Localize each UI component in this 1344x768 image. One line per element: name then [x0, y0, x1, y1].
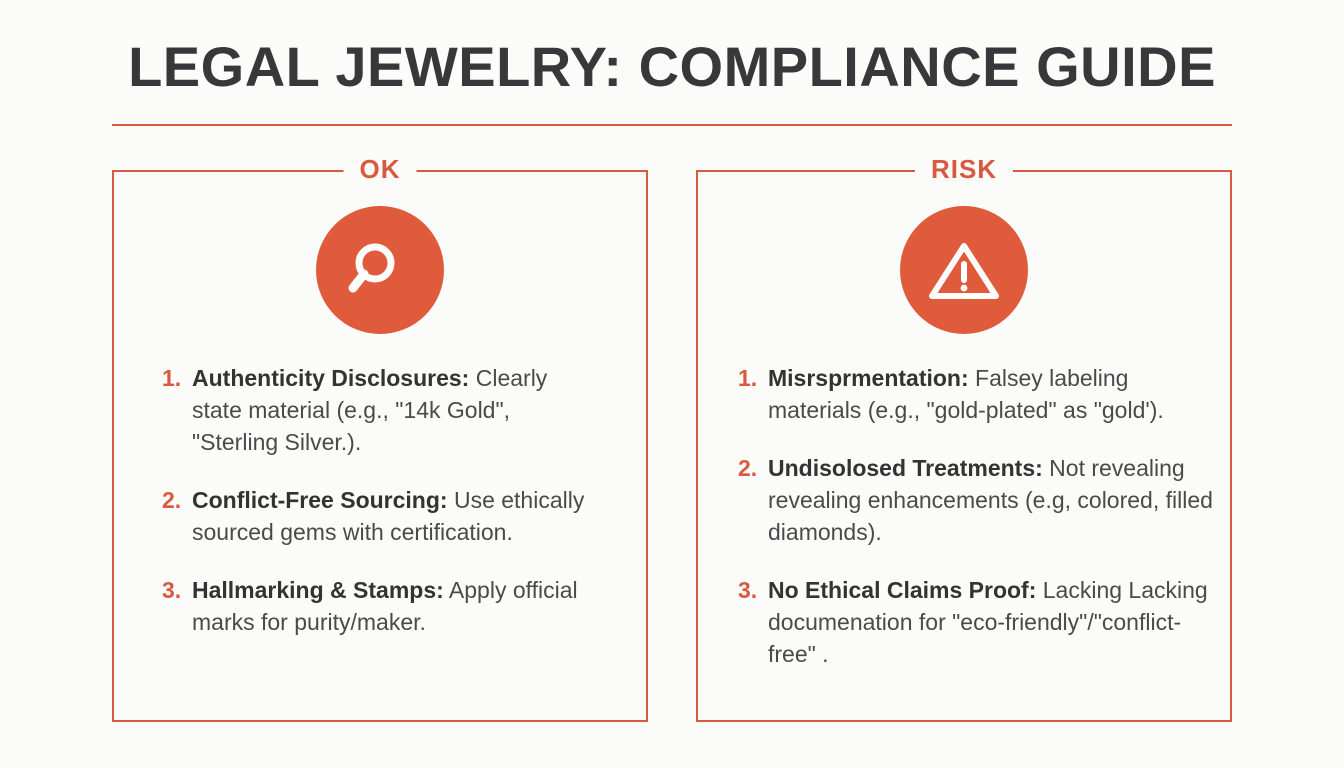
panel-ok-label: OK: [344, 154, 417, 185]
warning-triangle-icon: [900, 206, 1028, 334]
list-item-body: Clearly state material (e.g., "14k Gold", "Sterling Silver.).: [192, 365, 548, 455]
list-item: [162, 362, 598, 458]
list-item-lead: Undisolosed Treatments:: [768, 455, 1043, 481]
list-item-text: [768, 452, 1220, 548]
list-item-text: [192, 484, 598, 548]
list-item: [738, 452, 1220, 548]
magnifier-icon: [316, 206, 444, 334]
list-item-lead: Authenticity Disclosures:: [192, 365, 470, 391]
list-item-text: [768, 574, 1220, 670]
ok-list: [114, 362, 646, 664]
list-item: [162, 484, 598, 548]
risk-list: [698, 362, 1230, 696]
title-divider: [112, 124, 1232, 126]
list-item-lead: Misrsprmentation:: [768, 365, 969, 391]
list-item-body: Use ethically sourced gems with certification.: [192, 487, 585, 545]
list-item-number: 3.: [738, 577, 758, 603]
panel-columns: [0, 154, 1344, 722]
list-item-number: 3.: [162, 577, 182, 603]
list-item-text: [192, 574, 598, 638]
list-item-lead: No Ethical Claims Proof:: [768, 577, 1037, 603]
list-item-body: Lacking Lacking documenation for "eco-friendly"/"conflict-free" .: [768, 577, 1208, 667]
list-item-body: Falsey labeling materials (e.g., "gold-plated" as "gold').: [768, 365, 1164, 423]
list-item-text: [768, 362, 1220, 426]
list-item-lead: Hallmarking & Stamps:: [192, 577, 444, 603]
list-item-text: [192, 362, 598, 458]
list-item: [162, 574, 598, 638]
list-item-body: Apply official marks for purity/maker.: [192, 577, 578, 635]
panel-risk: [696, 154, 1232, 722]
page-title: LEGAL JEWELRY: COMPLIANCE GUIDE: [128, 35, 1216, 98]
panel-risk-label: RISK: [915, 154, 1013, 185]
list-item: [738, 362, 1220, 426]
panel-ok: [112, 154, 648, 722]
list-item: [738, 574, 1220, 670]
list-item-body: Not revealing revealing enhancements (e.g, colored, filled diamonds).: [768, 455, 1213, 545]
list-item-lead: Conflict-Free Sourcing:: [192, 487, 448, 513]
list-item-number: 2.: [738, 455, 758, 481]
list-item-number: 2.: [162, 487, 182, 513]
list-item-number: 1.: [738, 365, 758, 391]
list-item-number: 1.: [162, 365, 182, 391]
